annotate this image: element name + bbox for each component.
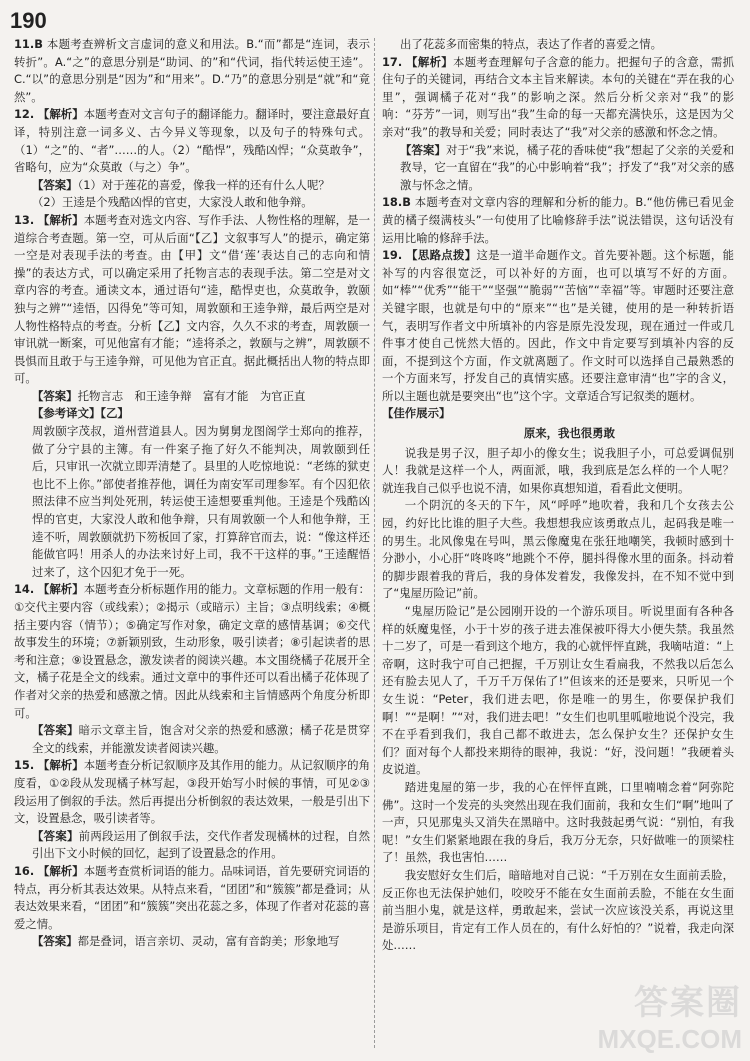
- paragraph-text: 本题考查辨析文言虚词的意义和用法。B.“而”都是“连词，表示转折”。A.“之”的意思分别是“助词、的”和“代词，指代转运使王逵”。C.“以”的意思分别是“因为”和“用来”。D.“乃”的意思分别是“就”和“竟然”。: [14, 37, 371, 104]
- section-tag: 【思路点拨】: [406, 248, 477, 263]
- answer-paragraph: [382, 36, 734, 54]
- left-column: [14, 36, 370, 951]
- answer-paragraph: [14, 757, 370, 827]
- answer-paragraph: [14, 106, 370, 176]
- site-watermark: [598, 975, 742, 1055]
- answer-choice: B: [402, 195, 411, 210]
- question-number: 19.: [382, 248, 403, 263]
- paragraph-text: 都是叠词，语言亲切、灵动，富有音韵美；形象地写: [77, 934, 340, 949]
- answer-paragraph: [382, 247, 734, 405]
- answer-paragraph: [14, 36, 370, 106]
- paragraph-text: 前两段运用了倒叙手法，交代作者发现橘林的过程，自然引出下文小时候的回忆，起到了设置悬念的作用。: [32, 828, 370, 861]
- section-tag: 【答案】: [32, 934, 78, 949]
- paragraph-text: 本题考查分析标题作用的能力。文章标题的作用一般有：①交代主要内容（或线索）；②揭示（或暗示）主旨；③点明线索；④概括主要内容（情节）；⑤确定写作对象，确定文章的感情基调；⑥交代故事发生的环境；⑦新颖别致，生动形象，吸引读者；⑧引起读者的思考和注意；⑨设置悬念，激发读者的阅读兴趣。本文围绕橘子花展开全文，橘子花是全文的线索。通过文章中的事件还可以看出橘子花体现了作者对父亲的热爱和感激之情。因此从线索和主旨情感两个角度分析即可。: [14, 582, 370, 720]
- column-divider: [374, 38, 376, 1048]
- section-tag: 【佳作展示】: [382, 406, 451, 421]
- paragraph-text: 本题考查对文言句子的翻译能力。翻译时，要注意最好直译，特别注意一词多义、古今异义等现象，以及句子的特殊句式。（1）“之”的、“者”……的人。（2）“酷悍”，残酷凶悍；“众莫敢争”，省略句，应为“众莫敢（与之）争”。: [14, 107, 370, 175]
- section-tag: 【答案】: [32, 388, 78, 403]
- essay-paragraph: 踏进鬼屋的第一步，我的心在怦怦直跳，口里喃喃念着“阿弥陀佛”。这时一个发亮的头突然出现在我们面前，我和女生们“啊”地叫了一声，只见那鬼头又消失在黑暗中。这时我鼓起勇气说：“别怕，有我呢！”女生们紧紧地跟在我的身后，我万分无奈，只好做唯一的顶梁柱了！虽然，我也害怕……: [382, 779, 734, 865]
- answer-paragraph: [14, 177, 370, 195]
- question-number: 16.: [14, 863, 35, 878]
- answer-paragraph: [382, 54, 734, 142]
- answer-paragraph: [382, 405, 734, 423]
- paragraph-text: （2）王逵是个残酷凶悍的官吏，大家没人敢和他争辩。: [32, 195, 313, 210]
- essay-paragraph: “鬼屋历险记”是公园刚开设的一个游乐项目。听说里面有各种各样的妖魔鬼怪，小于十岁的孩子进去准保被吓得大小便失禁。我虽然十二岁了，可是一看到这个地方，我的心就怦怦直跳，我嘀咕道：“上帝啊，这时我宁可自己把握，千万别让女生看扁我，不然我以后怎么还有脸去见人了，千万千万保佑了!”但该来的还是要来，只听见一个女生说：“Peter，我们进去吧，你是唯一的男生，你要保护我们啊！”“是啊！”“对，我们进去吧！”女生们也叽里呱啦地说个没完，我不在乎看到我们，我自己都不敢进去，怎么保护女生？还保护女生们？面对每个人都投来期待的眼神，我说：“好，没问题！”我硬着头皮说道。: [382, 604, 734, 777]
- paragraph-text: （1）对于莲花的喜爱，像我一样的还有什么人呢？: [77, 177, 330, 192]
- answer-paragraph: [14, 722, 370, 757]
- answer-paragraph: [14, 933, 370, 951]
- essay-title: 原来，我也很勇敢: [523, 426, 615, 441]
- paragraph-text: 周敦颐字茂叔，道州营道县人。因为舅舅龙图阁学士郑向的推荐，做了分宁县的主簿。有一件案子拖了好久不能判决，周敦颐到任后，只审讯一次就立即弄清楚了。县里的人吃惊地说：“老练的狱吏也比不上你。”部使者推荐他，调任为南安军司理参军。有个囚犯依照法律不应当判处死刑，转运使王逵想要重判他。王逵是个残酷凶悍的官吏，大家没人敢和他争辩，只有周敦颐一个人和他争辩，王逵不听，周敦颐就扔下笏板回了家，打算辞官而去，说：“像这样还能做官吗！用杀人的办法来讨好上司，我不干这样的事。”王逵醒悟过来了，这个囚犯才免于一死。: [32, 424, 370, 579]
- answer-paragraph: [382, 142, 734, 195]
- answer-paragraph: [14, 388, 370, 406]
- section-tag: 【答案】: [400, 142, 446, 157]
- section-tag: 【答案】: [32, 177, 78, 192]
- answer-paragraph: [14, 423, 370, 581]
- question-number: 12.: [14, 107, 35, 122]
- paragraph-text: 对于“我”来说，橘子花的香味使“我”想起了父亲的关爱和教导，它一直留在“我”的心中影响着“我”；抒发了“我”对父亲的感激与怀念之情。: [400, 142, 734, 192]
- answer-paragraph: [14, 405, 370, 423]
- section-tag: 【答案】: [32, 723, 79, 738]
- answer-paragraph: [382, 194, 734, 247]
- paragraph-text: 托物言志 和王逵争辩 富有才能 为官正直: [77, 388, 306, 403]
- question-number: 15.: [14, 758, 35, 773]
- question-number: 17.: [382, 54, 403, 69]
- paragraph-text: 暗示文章主旨，饱含对父亲的热爱和感激；橘子花是贯穿全文的线索，并能激发读者阅读兴趣。: [32, 723, 370, 755]
- answer-paragraph: [14, 194, 370, 212]
- question-number: 14.: [14, 582, 35, 597]
- paragraph-text: 本题考查赏析词语的能力。品味词语，首先要研究词语的特点，再分析其表达效果。从特点来看，“团团”和“簇簇”都是叠词；从表达效果来看，“团团”和“簇簇”突出花蕊之多，体现了作者对花蕊的喜爱之情。: [14, 863, 370, 931]
- paragraph-text: 本题考查分析记叙顺序及其作用的能力。从记叙顺序的角度看，①②段从发现橘子林写起，③段开始写小时候的事情，可见②③段运用了倒叙的手法。然后再提出分析倒叙的表达效果，一般是引出下文，设置悬念，吸引读者等。: [14, 758, 370, 826]
- paragraph-text: 这是一道半命题作文。首先要补题。这个标题，能补写的内容很宽泛，可以补好的方面，也可以填写不好的方面。如“棒”“优秀”“能干”“坚强”“脆弱”“苦恼”“幸福”等。审题时还要注意关键字眼，也就是句中的“原来”“也”是关键，使用的是一种转折语气，表明写作者文中所填补的内容是原先没发现，现在通过一件或几件事才使自己恍然大悟的。因此，作文中肯定要写到填补内容的反面，不提到这个方面，作文就离题了。作文时可以选择自己最熟悉的一个方面来写，抒发自己的真情实感。还要注意审清“也”字的含义，所以主题也就是要突出“也”这个字。文章适合写记叙类的题材。: [382, 248, 734, 403]
- watermark-url: MXQE.COM: [597, 1024, 742, 1054]
- page-number: 190: [10, 8, 47, 33]
- question-number: 11.: [14, 37, 35, 51]
- essay-paragraph: 一个阴沉的冬天的下午，风“呼呼”地吹着，我和几个女孩去公园，约好比比谁的胆子大些。我想想我应该勇敢点儿，起码我是唯一的男生。北风像鬼在号叫，黑云像魔鬼在张狂地嘲笑，我顿时感到十分渺小，小心肝“咚咚咚”地跳个不停，腿抖得像水里的面条。抖动着的脚步跟着我的背后，我的身体发着发，我像发抖，在不知不觉中到了“鬼屋历险记”前。: [382, 498, 734, 601]
- section-tag: 【解析】: [37, 107, 84, 122]
- section-tag: 【解析】: [37, 758, 84, 773]
- section-tag: 【答案】: [32, 828, 79, 843]
- answer-paragraph: [14, 828, 370, 863]
- model-essay: [382, 425, 734, 955]
- section-tag: 【解析】: [37, 582, 84, 597]
- paragraph-text: 出了花蕊多而密集的特点，表达了作者的喜爱之情。: [400, 37, 662, 51]
- question-number: 18.: [382, 195, 403, 210]
- answer-paragraph: [14, 863, 370, 933]
- essay-paragraph: 说我是男子汉，胆子却小的像女生；说我胆子小，可总爱调侃别人！我就是这样一个人，两面派，哦，我到底是怎么样的一个人呢？就连我自己似乎也说不清，如果你真想知道，看看此文便明。: [382, 445, 734, 495]
- answer-paragraph: [14, 212, 370, 388]
- answer-choice: B: [34, 37, 43, 51]
- answer-paragraph: [14, 581, 370, 722]
- section-tag: 【解析】: [37, 863, 84, 878]
- right-column: [382, 36, 734, 955]
- section-tag: 【参考译文】【乙】: [32, 406, 129, 421]
- paragraph-text: 本题考查对文章内容的理解和分析的能力。B.“他仿佛已看见金黄的橘子缀满枝头”一句使用了比喻修辞手法”说法错误，这句话没有运用比喻的修辞手法。: [382, 195, 734, 245]
- section-tag: 【解析】: [406, 54, 454, 69]
- essay-paragraph: 我安慰好女生们后，暗暗地对自己说：“千万别在女生面前丢脸，反正你也无法保护她们，咬咬牙不能在女生面前丢脸，不能在女生面前当胆小鬼，就是这样，勇敢起来，尝试一次应该没关系，再说这里是游乐项目，肯定有工作人员在的，有什么好怕的？”说着，我走向深处……: [382, 867, 734, 953]
- question-number: 13.: [14, 212, 35, 227]
- paragraph-text: 本题考查理解句子含意的能力。把握句子的含意，需抓住句子的关键词，再结合文本主旨来解读。本句的关键在“弄在我的心里”，强调橘子花对“我”的影响之深。然后分析父亲对“我”的影响：“芬芳”一词，则写出“我”生命的每一天都充满快乐，这是因为父亲对“我”的教导和关爱；同时表达了“我”对父亲的感激和怀念之情。: [382, 54, 734, 139]
- section-tag: 【解析】: [37, 212, 84, 227]
- paragraph-text: 本题考查对选文内容、写作手法、人物性格的理解，是一道综合考查题。第一空，可从后面“【乙】文叙事写人”的提示，确定第一空是对表现手法的考查。由【甲】文“借‘莲’表达自己的志向和情操”的表达方式，可以确定采用了托物言志的表现手法。第二空是对文章内容的考查。通读文本，通过语句“逵，酷悍吏也，众莫敢争，敦颐独与之辨”“逵悟，囚得免”等可知，周敦颐和王逵争辩，最后两空是对人物性格特点的考查。分析【乙】文内容，久久不求的考查，周敦颐一审讯就一断案，可见他富有才能；“逵将杀之，敦颐与之辨”，周敦颐不畏惧而且敢于与王逵争辩，可见他为官正直。据此概括出人物的特点即可。: [14, 212, 370, 386]
- watermark-logo-text: 答案圈: [634, 984, 742, 1022]
